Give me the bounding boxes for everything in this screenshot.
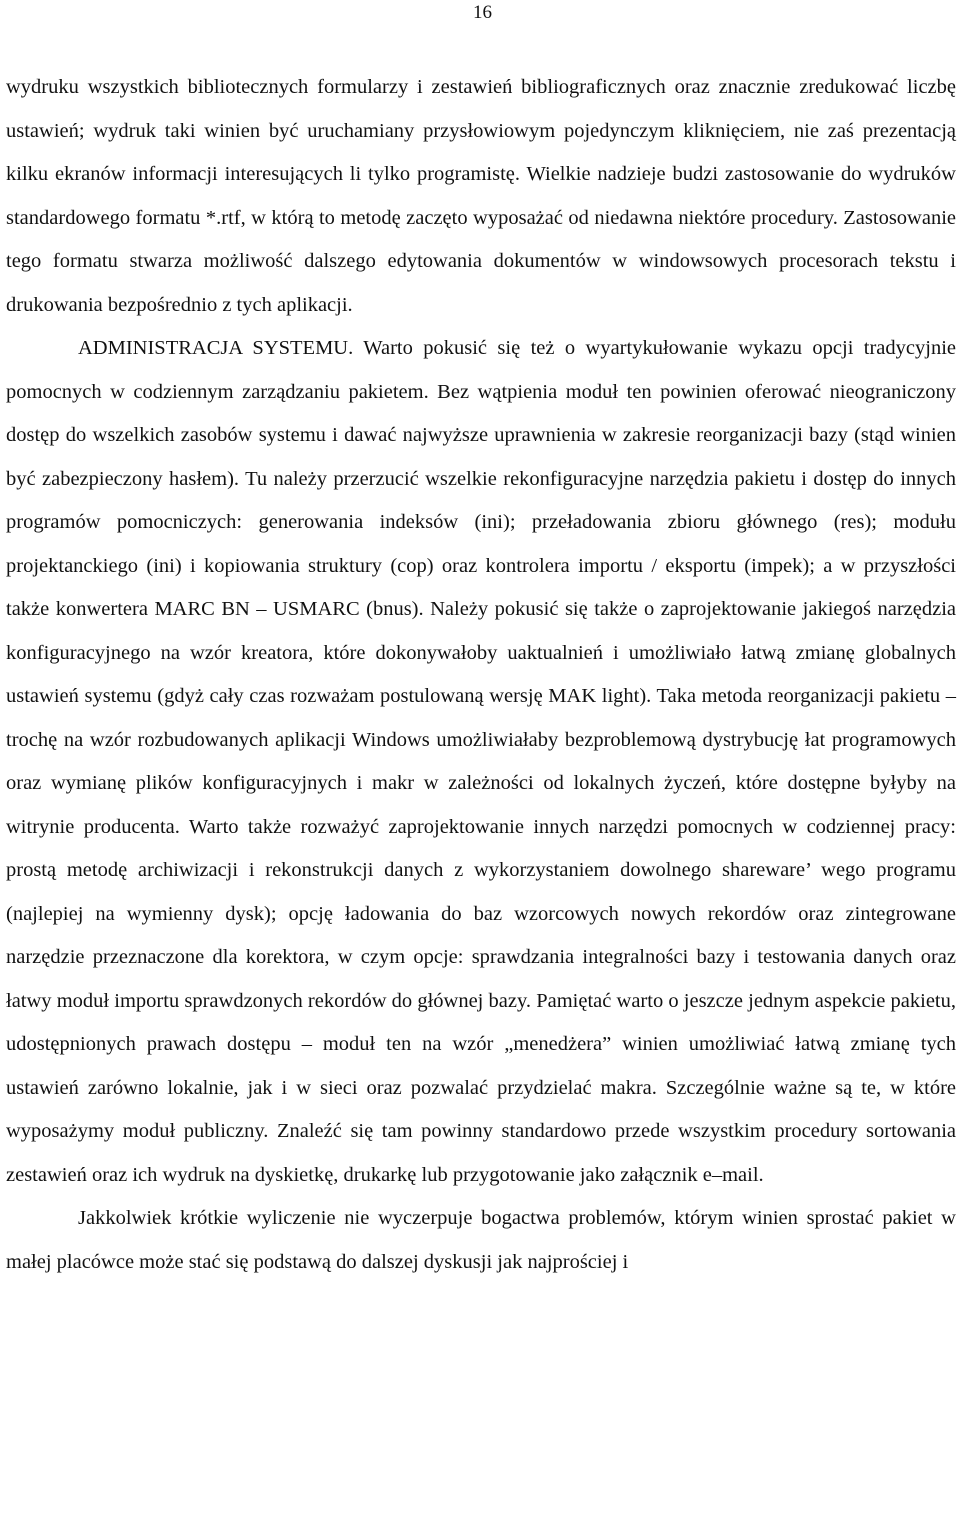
document-body xyxy=(6,66,956,1284)
paragraph-printing: wydruku wszystkich bibliotecznych formularzy i zestawień bibliograficznych oraz znacznie zredukować liczbę ustawień; wydruk taki winien być uruchamiany przysłowiowym pojedynczym kliknięciem, nie zaś prezentacją kilku ekranów informacji interesujących li tylko programistę. Wielkie nadzieje budzi zastosowanie do wydruków standardowego formatu *.rtf, w którą to metodę zaczęto wyposażać od niedawna niektóre procedury. Zastosowanie tego formatu stwarza możliwość dalszego edytowania dokumentów w windowsowych procesorach tekstu i drukowania bezpośrednio z tych aplikacji. xyxy=(6,76,956,316)
page-number: 16 xyxy=(473,2,492,23)
paragraph-conclusion: Jakkolwiek krótkie wyliczenie nie wyczerpuje bogactwa problemów, którym winien sprostać pakiet w małej placówce może stać się podstawą do dalszej dyskusji jak najprościej i xyxy=(6,1207,956,1273)
paragraph-system-administration: ADMINISTRACJA SYSTEMU. Warto pokusić się też o wyartykułowanie wykazu opcji tradycyjnie pomocnych w codziennym zarządzaniu pakietem. Bez wątpienia moduł ten powinien oferować nieograniczony dostęp do wszelkich zasobów systemu i dawać najwyższe uprawnienia w zakresie reorganizacji bazy (stąd winien być zabezpieczony hasłem). Tu należy przerzucić wszelkie rekonfiguracyjne narzędzia pakietu i dostęp do innych programów pomocniczych: generowania indeksów (ini); przeładowania zbioru głównego (res); modułu projektanckiego (ini) i kopiowania struktury (cop) oraz kontrolera importu / eksportu (impek); a w przyszłości także konwertera MARC BN – USMARC (bnus). Należy pokusić się także o zaprojektowanie jakiegoś narzędzia konfiguracyjnego na wzór kreatora, które dokonywałoby uaktualnień i umożliwiało łatwą zmianę globalnych ustawień systemu (gdyż cały czas rozważam postulowaną wersję MAK light). Taka metoda reorganizacji pakietu – trochę na wzór rozbudowanych aplikacji Windows umożliwiałaby bezproblemową dystrybucję łat programowych oraz wymianę plików konfiguracyjnych i makr w zależności od lokalnych życzeń, które dostępne byłyby na witrynie producenta. Warto także rozważyć zaprojektowanie innych narzędzi pomocnych w codziennej pracy: prostą metodę archiwizacji i rekonstrukcji danych z wykorzystaniem dowolnego shareware’ wego programu (najlepiej na wymienny dysk); opcję ładowania do baz wzorcowych nowych rekordów oraz zintegrowane narzędzie przeznaczone dla korektora, w czym opcje: sprawdzania integralności bazy i testowania danych oraz łatwy moduł importu sprawdzonych rekordów do głównej bazy. Pamiętać warto o jeszcze jednym aspekcie pakietu, udostępnionych prawach dostępu – moduł ten na wzór „menedżera” winien umożliwiać łatwą zmianę tych ustawień zarówno lokalnie, jak i w sieci oraz pozwalać przydzielać makra. Szczególnie ważne są te, w które wyposażymy moduł publiczny. Znaleźć się tam powinny standardowo przede wszystkim procedury sortowania zestawień oraz ich wydruk na dyskietkę, drukarkę lub przygotowanie jako załącznik e–mail. xyxy=(6,337,956,1186)
